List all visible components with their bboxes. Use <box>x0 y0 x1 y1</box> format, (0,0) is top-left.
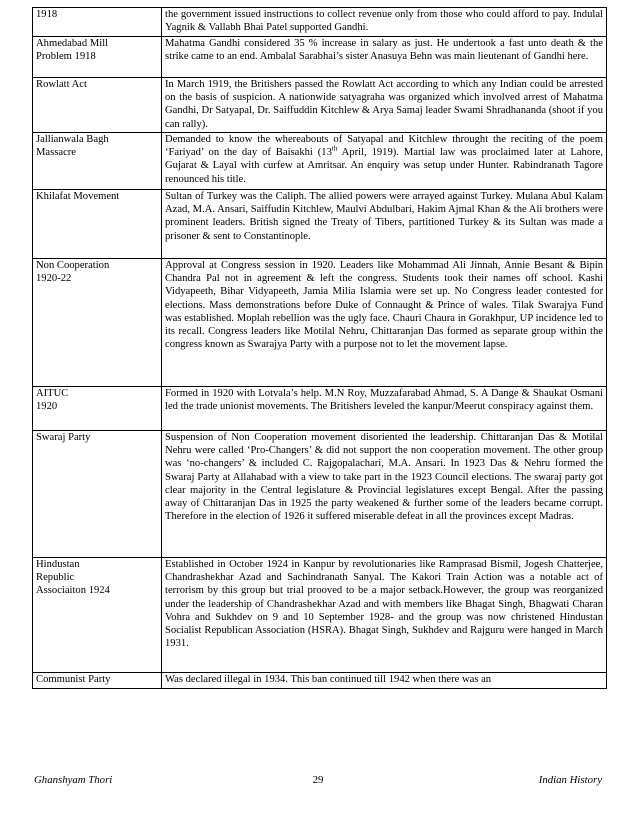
table-row <box>33 387 607 431</box>
description-cell: Suspension of Non Cooperation movement disoriented the leadership. Chittaranjan Das & Motilal Nehru were called ‘Pro-Changers’ & did not support the non cooperation movement. The other group was ‘no-changers’ & included C. Rajgopalachari, M.A. Ansari. In 1923 Das & Nehru formed the Swaraj Party at Allahabad with a view to take part in the 1923 Council elections. The swaraj party got clear majority in the Central legislature & Provincial legislatures except Bengal. After the passing away of Chittaranjan Das in 1925 the party weakened & further some of the leaders became corrupt. Therefore in the election of 1926 it suffered miserable defeat in all the provinces except Madras. <box>162 431 607 558</box>
topic-line: Massacre <box>36 147 77 159</box>
description-cell: Approval at Congress session in 1920. Leaders like Mohammad Ali Jinnah, Annie Besant & Bipin Chandra Pal not in agreement & left the congress. Students took their names off school. Kashi Vidyapeeth, Bihar Vidyapeeth, Jamia Milia Islamia were set up. No Congress leader contested for elections. Mass demonstrations before Duke of Connaught & Prince of wales. Tilak Swarajya Fund was established. Moplah rebellion was the ugly face. Chauri Chaura in Gorakhpur, UP incidence led to its recall. Congress leaders like Motilal Nehru, Chittaranjan Das formed as separate group within the congress known as Swarajya Party with a purpose not to let the movement lapse. <box>162 259 607 387</box>
topic-cell <box>33 78 162 133</box>
topic-line: Jallianwala Bagh <box>36 134 109 145</box>
description-cell: Formed in 1920 with Lotvala’s help. M.N Roy, Muzzafarabad Ahmad, S. A Dange & Shaukat Osmani led the trade unionist movements. The Britishers leveled the kanpur/Meerut conspiracy against them. <box>162 387 607 431</box>
table-row <box>33 190 607 259</box>
topic-cell <box>33 190 162 259</box>
table-row <box>33 78 607 133</box>
description-cell: Was declared illegal in 1934. This ban continued till 1942 when there was an <box>162 673 607 689</box>
table-row <box>33 259 607 387</box>
topic-line: AITUC <box>36 388 69 399</box>
topic-line: Associaiton 1924 <box>36 585 110 597</box>
description-cell: Mahatma Gandhi considered 35 % increase in salary as just. He undertook a fast unto death & the strike came to an end. Ambalal Sarabhai’s sister Anasuya Behn was main lieutenant of Gandhi here. <box>162 37 607 78</box>
topic-cell <box>33 673 162 689</box>
description-cell: Sultan of Turkey was the Caliph. The allied powers were arrayed against Turkey. Mulana Abul Kalam Azad, M.A. Ansari, Saiffudin Kitchlew, Maulvi Abdulbari, Hakim Ajmal Khan & the Ali brothers were prominent leaders. British signed the Treaty of Tibers, partitioned Turkey & its Sultan was made a prisoner & sent to Constantinople. <box>162 190 607 259</box>
table-row <box>33 673 607 689</box>
topic-cell <box>33 8 162 37</box>
topic-line: Khilafat Movement <box>36 191 120 202</box>
topic-cell <box>33 259 162 387</box>
topic-line: 1920 <box>36 401 58 413</box>
description-cell: the government issued instructions to collect revenue only from those who could afford to pay. Indulal Yagnik & Vallabh Bhai Patel supported Gandhi. <box>162 8 607 37</box>
ordinal-suffix: th <box>331 144 338 153</box>
table-row <box>33 8 607 37</box>
table-row <box>33 431 607 558</box>
footer-author: Ghanshyam Thori <box>34 774 113 786</box>
topic-line: Swaraj Party <box>36 432 91 443</box>
topic-cell <box>33 387 162 431</box>
page-footer <box>34 774 602 788</box>
topic-line: Hindustan <box>36 559 80 570</box>
topic-line: Rowlatt Act <box>36 79 87 90</box>
table-row <box>33 133 607 190</box>
topic-cell <box>33 133 162 190</box>
topic-line: Problem 1918 <box>36 51 96 63</box>
description-text: Demanded to know the whereabouts of Satyapal and Kitchlew throught the reciting of the poem ‘Fariyad’ on the day of Baisakhi (13 <box>165 134 603 159</box>
topic-line: Republic <box>36 572 75 584</box>
topic-line: Non Cooperation <box>36 260 110 271</box>
history-table <box>32 7 607 689</box>
description-text: April, 1919). Martial law was proclaimed later at Lahore, Gujarat & Layal with curfew at Amritsar. An enquiry was setup under Hunter. Rabindranath Tagore renounced his title. <box>165 147 603 185</box>
page-number: 29 <box>312 774 324 786</box>
topic-cell <box>33 37 162 78</box>
topic-line: Communist Party <box>36 674 111 685</box>
footer-subject: Indian History <box>538 774 602 786</box>
table-row <box>33 37 607 78</box>
topic-line: 1918 <box>36 9 58 20</box>
description-cell: Established in October 1924 in Kanpur by revolutionaries like Ramprasad Bismil, Jogesh Chatterjee, Chandrashekhar Azad and Sachindranath Sanyal. The Kakori Train Action was a notable act of terrorism by this group but trial prooved to be a major setback.However, the group was reorganized under the leadership of Chandrashekhar Azad and with members like Bhagat Singh, Bhagwati Charan Vohra and Sukhdev on 9 and 10 September 1928- and the group was now christened Hindustan Socialist Republican Association (HSRA). Bhagat Singh, Sukhdev and Rajguru were hanged in March 1931. <box>162 558 607 673</box>
topic-cell <box>33 558 162 673</box>
description-cell <box>162 133 607 190</box>
topic-cell <box>33 431 162 558</box>
description-cell: In March 1919, the Britishers passed the Rowlatt Act according to which any Indian could be arrested on the basis of suspicion. A nationwide satyagraha was organized which involved arrest of Mahatma Gandhi, Dr Satyapal, Dr. Saiffuddin Kitchlew & Arya Samaj leader Swami Shradhananda (shoot if you can rally). <box>162 78 607 133</box>
topic-line: Ahmedabad Mill <box>36 38 109 49</box>
table-row <box>33 558 607 673</box>
topic-line: 1920-22 <box>36 273 72 285</box>
